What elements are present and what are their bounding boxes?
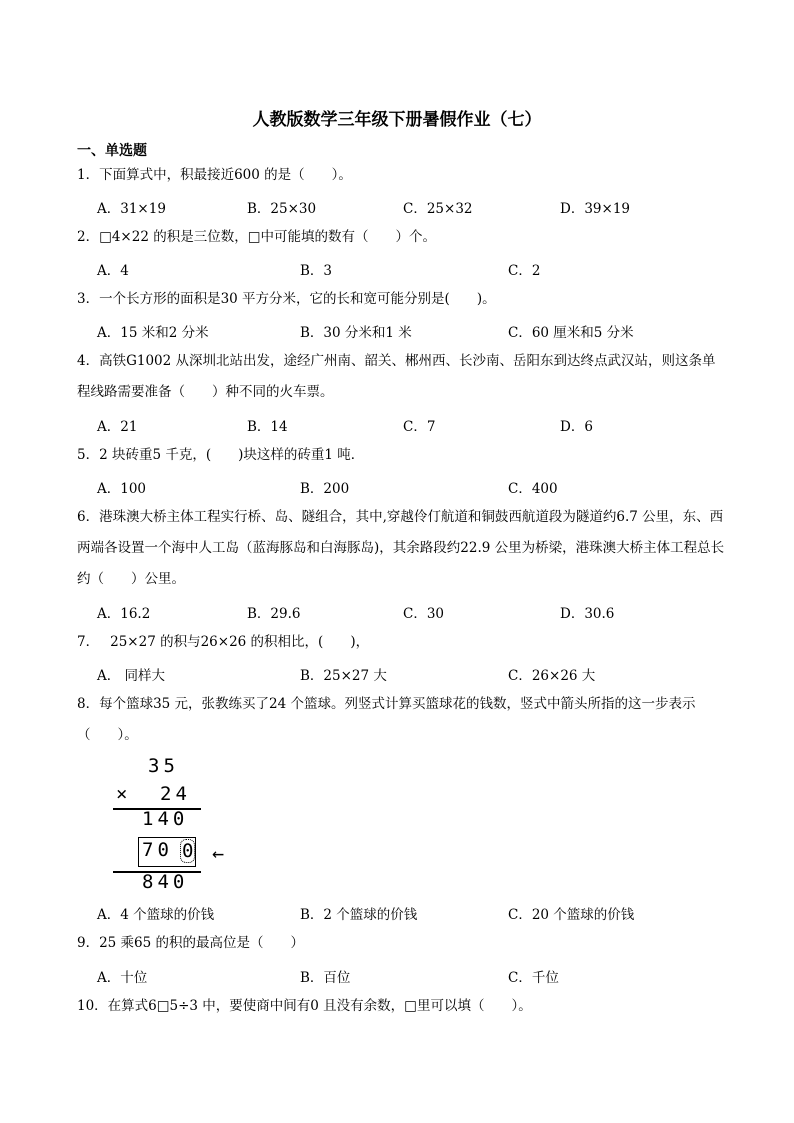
option-c[interactable]: C．26×26 大: [508, 668, 596, 684]
option-b[interactable]: B．百位: [300, 970, 351, 986]
options-5: [97, 477, 757, 501]
question-9: 9．25 乘65 的积的最高位是（ ）: [77, 935, 305, 951]
option-c[interactable]: C．25×32: [403, 201, 473, 217]
option-a[interactable]: A．31×19: [97, 201, 166, 217]
vertical-multiplication: [108, 755, 238, 895]
option-b[interactable]: B．200: [300, 481, 350, 497]
question-10: 10．在算式6□5÷3 中，要使商中间有0 且没有余数，□里可以填（ ）。: [77, 998, 532, 1014]
option-a[interactable]: A．21: [97, 419, 138, 435]
option-b[interactable]: B．25×30: [247, 201, 317, 217]
options-7: [97, 664, 757, 688]
question-2: 2．□4×22 的积是三位数，□中可能填的数有（ ）个。: [77, 229, 436, 245]
options-2: [97, 259, 757, 283]
options-6: [97, 602, 757, 626]
calc-multiplier: 24: [160, 783, 191, 805]
section-heading: 一、单选题: [77, 143, 147, 159]
options-4: [97, 415, 757, 439]
question-5: 5．2 块砖重5 千克，( )块这样的砖重1 吨．: [77, 447, 365, 463]
option-b[interactable]: B．14: [247, 419, 288, 435]
options-1: [97, 197, 757, 221]
options-8: [97, 903, 757, 927]
question-6: 6．港珠澳大桥主体工程实行桥、岛、隧组合，其中,穿越伶仃航道和铜鼓西航道段为隧道约6.7 公里，东、西两端各设置一个海中人工岛（蓝海豚岛和白海豚岛)，其余路段约22.9 公里为桥梁，港珠澳大桥主体工程总长约（ ）公里。: [77, 509, 725, 587]
option-a[interactable]: A．15 米和2 分米: [97, 325, 209, 341]
option-c[interactable]: C．30: [403, 606, 445, 622]
option-c[interactable]: C．千位: [508, 970, 559, 986]
option-d[interactable]: D．39×19: [560, 201, 630, 217]
option-c[interactable]: C．7: [403, 419, 436, 435]
calc-partial-2-zero: 0: [182, 840, 194, 862]
option-a[interactable]: A．100: [97, 481, 147, 497]
option-c[interactable]: C．20 个篮球的价钱: [508, 907, 635, 923]
option-a[interactable]: A． 同样大: [97, 668, 166, 684]
calc-partial-2: 70: [142, 839, 173, 861]
option-b[interactable]: B．3: [300, 263, 333, 279]
option-a[interactable]: A．16.2: [97, 606, 151, 622]
arrow-icon: ←: [212, 841, 225, 865]
question-7: 7． 25×27 的积与26×26 的积相比，( )，: [77, 634, 370, 650]
calc-product: 840: [142, 871, 189, 893]
options-9: [97, 966, 757, 990]
option-a[interactable]: A．4 个篮球的价钱: [97, 907, 215, 923]
question-3: 3．一个长方形的面积是30 平方分米，它的长和宽可能分别是( )。: [77, 291, 496, 307]
option-b[interactable]: B．29.6: [247, 606, 301, 622]
calc-partial-1: 140: [142, 808, 189, 830]
option-c[interactable]: C．60 厘米和5 分米: [508, 325, 634, 341]
option-c[interactable]: C．400: [508, 481, 558, 497]
times-sign: ×: [116, 783, 132, 805]
calc-multiplicand: 35: [148, 755, 179, 777]
option-a[interactable]: A．4: [97, 263, 129, 279]
option-a[interactable]: A．十位: [97, 970, 148, 986]
question-8: 8．每个篮球35 元，张教练买了24 个篮球。列竖式计算买篮球花的钱数，竖式中箭头所指的这一步表示（ ）。: [77, 696, 696, 743]
option-c[interactable]: C．2: [508, 263, 541, 279]
page-title: 人教版数学三年级下册暑假作业（七）: [252, 110, 542, 130]
question-1: 1．下面算式中，积最接近600 的是（ ）。: [77, 167, 352, 183]
option-d[interactable]: D．30.6: [560, 606, 615, 622]
option-b[interactable]: B．25×27 大: [300, 668, 387, 684]
option-b[interactable]: B．2 个篮球的价钱: [300, 907, 418, 923]
options-3: [97, 321, 757, 345]
option-b[interactable]: B．30 分米和1 米: [300, 325, 412, 341]
option-d[interactable]: D．6: [560, 419, 593, 435]
question-4: 4．高铁G1002 从深圳北站出发，途经广州南、韶关、郴州西、长沙南、岳阳东到达终点武汉站，则这条单程线路需要准备（ ）种不同的火车票。: [77, 353, 716, 400]
